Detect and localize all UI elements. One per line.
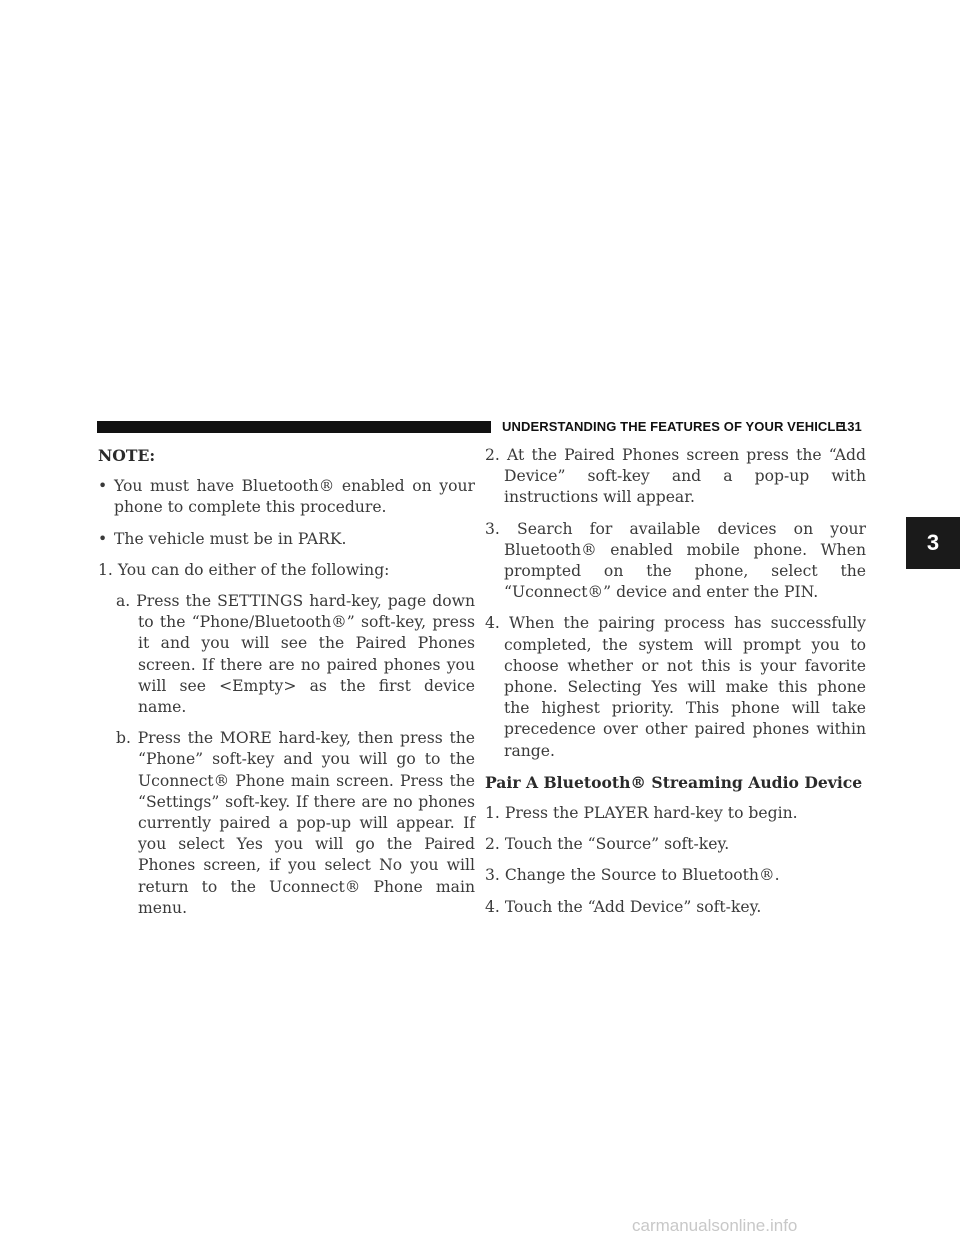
audio-step: 1. Press the PLAYER hard-key to begin. bbox=[485, 804, 798, 823]
chapter-tab: 3 bbox=[906, 517, 960, 569]
left-column bbox=[98, 445, 475, 929]
note-bullet-text: You must have Bluetooth® enabled on your phone to complete this procedure. bbox=[114, 477, 475, 517]
right-column bbox=[485, 445, 866, 928]
running-header-title: UNDERSTANDING THE FEATURES OF YOUR VEHICLE bbox=[502, 419, 845, 434]
page-number: 131 bbox=[840, 419, 862, 434]
bullet-icon: • bbox=[98, 529, 108, 548]
step-3: 3. Search for available devices on your Bluetooth® enabled mobile phone. When prompted on the phone, select the “Uconnect®” device and enter the PIN. bbox=[485, 519, 866, 602]
section-heading: Pair A Bluetooth® Streaming Audio Device bbox=[485, 772, 863, 792]
sub-step-a: a. Press the SETTINGS hard-key, page down to the “Phone/Bluetooth®” soft-key, press it and you will see the Paired Phones screen. If there are no paired phones you will see <Empty> as the first device name. bbox=[116, 592, 475, 717]
note-bullet bbox=[98, 529, 475, 550]
note-bullet bbox=[98, 476, 475, 518]
sub-step-b: b. Press the MORE hard-key, then press the “Phone” soft-key and you will go to the Uconnect® Phone main screen. Press the “Settings” soft-key. If there are no phones currently paired a pop-up will appear. If you select Yes you will go the Paired Phones screen, if you select No you will return to the Uconnect® Phone main menu. bbox=[116, 729, 475, 917]
note-label: NOTE: bbox=[98, 446, 156, 465]
audio-step: 4. Touch the “Add Device” soft-key. bbox=[485, 897, 762, 916]
audio-step: 2. Touch the “Source” soft-key. bbox=[485, 835, 730, 854]
step-2: 2. At the Paired Phones screen press the “Add Device” soft-key and a pop-up with instructions will appear. bbox=[485, 446, 866, 507]
bullet-icon: • bbox=[98, 477, 108, 496]
note-bullet-text: The vehicle must be in PARK. bbox=[114, 529, 347, 548]
audio-step: 3. Change the Source to Bluetooth®. bbox=[485, 866, 780, 885]
step-4: 4. When the pairing process has successfully completed, the system will prompt you to choose whether or not this is your favorite phone. Selecting Yes will make this phone the highest priority. This phone will take precedence over other paired phones within range. bbox=[485, 614, 866, 760]
header-rule bbox=[97, 421, 491, 433]
step-1: 1. You can do either of the following: bbox=[98, 560, 390, 579]
watermark: carmanualsonline.info bbox=[632, 1216, 798, 1235]
